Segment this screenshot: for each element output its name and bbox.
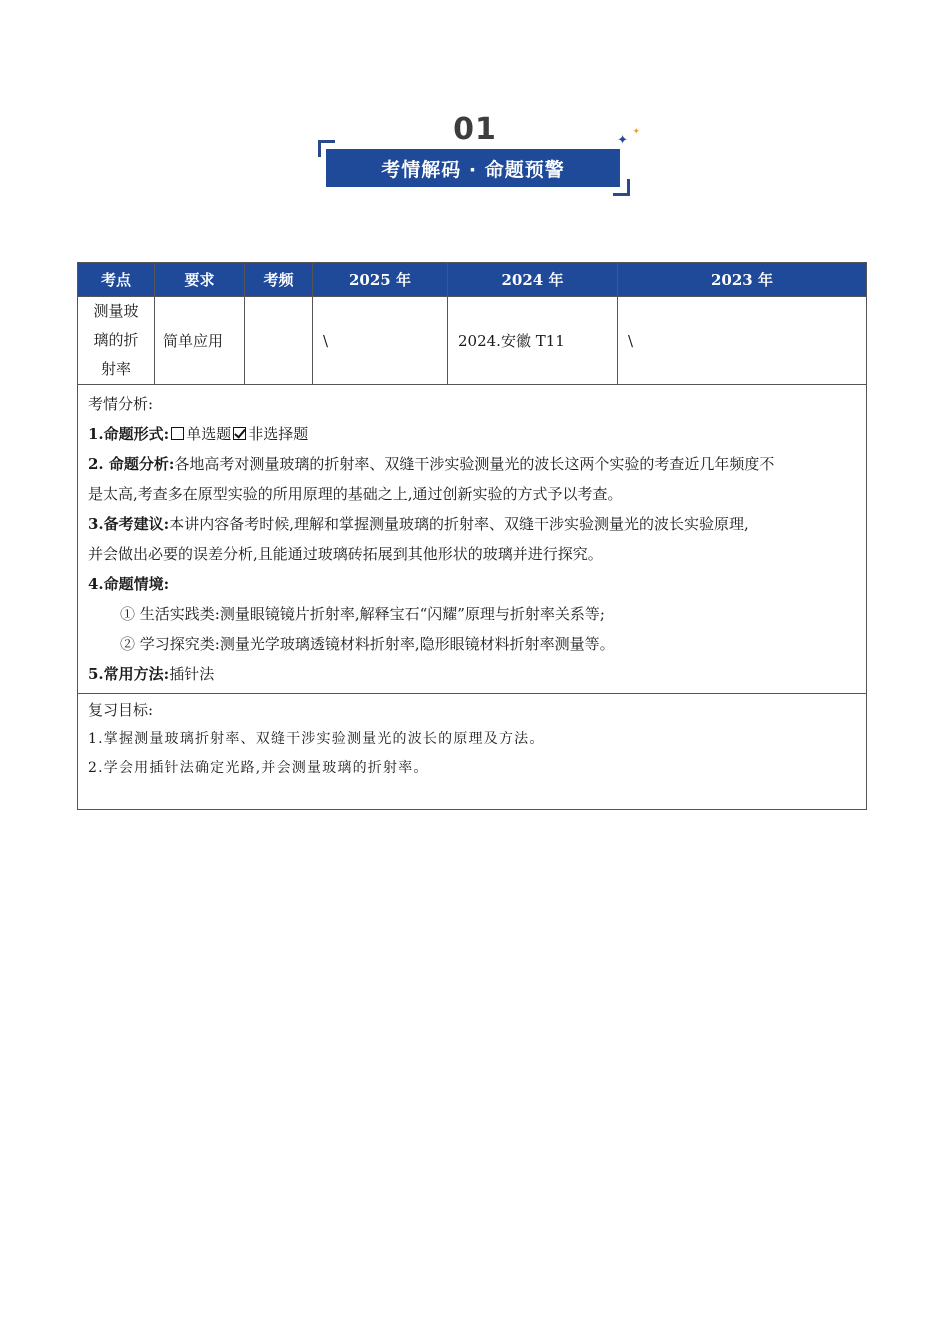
method-text: 插针法 xyxy=(169,665,215,683)
cell-point xyxy=(78,297,155,385)
method-line xyxy=(88,659,856,689)
cell-point-line: 测量玻 xyxy=(93,302,139,320)
review-heading: 复习目标: xyxy=(88,701,154,719)
review-item: 2.学会用插针法确定光路,并会测量玻璃的折射率。 xyxy=(88,760,429,776)
review-row xyxy=(78,694,867,810)
section-banner xyxy=(300,110,650,210)
method-label: 5.常用方法: xyxy=(88,665,170,683)
cell-requirement: 简单应用 xyxy=(155,297,245,385)
cell-2024: 2024.安徽 T11 xyxy=(448,297,618,385)
form-option-nonchoice: 非选择题 xyxy=(248,425,309,443)
checkbox-checked-icon xyxy=(233,427,246,440)
context-item: ② 学习探究类:测量光学玻璃透镜材料折射率,隐形眼镜材料折射率测量等。 xyxy=(120,635,615,653)
section-number: 01 xyxy=(453,112,497,147)
cell-point-line: 射率 xyxy=(100,360,131,378)
context-item: ① 生活实践类:测量眼镜镜片折射率,解释宝石“闪耀”原理与折射率关系等; xyxy=(120,605,605,623)
form-line xyxy=(88,419,856,449)
checkbox-empty-icon xyxy=(171,427,184,440)
table-header-row xyxy=(78,263,867,297)
advice-text: 本讲内容备考时候,理解和掌握测量玻璃的折射率、双缝干涉实验测量光的波长实验原理, xyxy=(169,515,749,533)
table-row xyxy=(78,297,867,385)
header-2023: 2023 年 xyxy=(618,263,867,297)
advice-para xyxy=(88,509,856,569)
advice-text: 并会做出必要的误差分析,且能通过玻璃砖拓展到其他形状的玻璃并进行探究。 xyxy=(88,545,603,563)
header-2024: 2024 年 xyxy=(448,263,618,297)
section-title: 考情解码 · 命题预警 xyxy=(326,149,620,187)
cell-frequency xyxy=(245,297,313,385)
analysis-text: 是太高,考查多在原型实验的所用原理的基础之上,通过创新实验的方式予以考查。 xyxy=(88,485,623,503)
sparkle-icon: ✦ xyxy=(617,133,628,148)
form-label: 1.命题形式: xyxy=(88,425,170,443)
exam-info-table xyxy=(77,262,867,810)
analysis-cell xyxy=(78,385,867,694)
analysis-text: 各地高考对测量玻璃的折射率、双缝干涉实验测量光的波长这两个实验的考查近几年频度不 xyxy=(174,455,775,473)
analysis-row xyxy=(78,385,867,694)
banner-frame xyxy=(318,140,630,196)
analysis-para xyxy=(88,449,856,509)
review-item: 1.掌握测量玻璃折射率、双缝干涉实验测量光的波长的原理及方法。 xyxy=(88,731,545,747)
sparkle-small-icon: ✦ xyxy=(632,127,640,137)
cell-2023: \ xyxy=(618,297,867,385)
context-label: 4.命题情境: xyxy=(88,575,170,593)
header-2025: 2025 年 xyxy=(313,263,448,297)
analysis-label: 2. 命题分析: xyxy=(88,455,175,473)
review-cell xyxy=(78,694,867,810)
header-frequency: 考频 xyxy=(245,263,313,297)
form-option-single: 单选题 xyxy=(186,425,232,443)
cell-2025: \ xyxy=(313,297,448,385)
analysis-heading: 考情分析: xyxy=(88,395,154,413)
header-point: 考点 xyxy=(78,263,155,297)
advice-label: 3.备考建议: xyxy=(88,515,170,533)
header-requirement: 要求 xyxy=(155,263,245,297)
cell-point-line: 璃的折 xyxy=(93,331,139,349)
